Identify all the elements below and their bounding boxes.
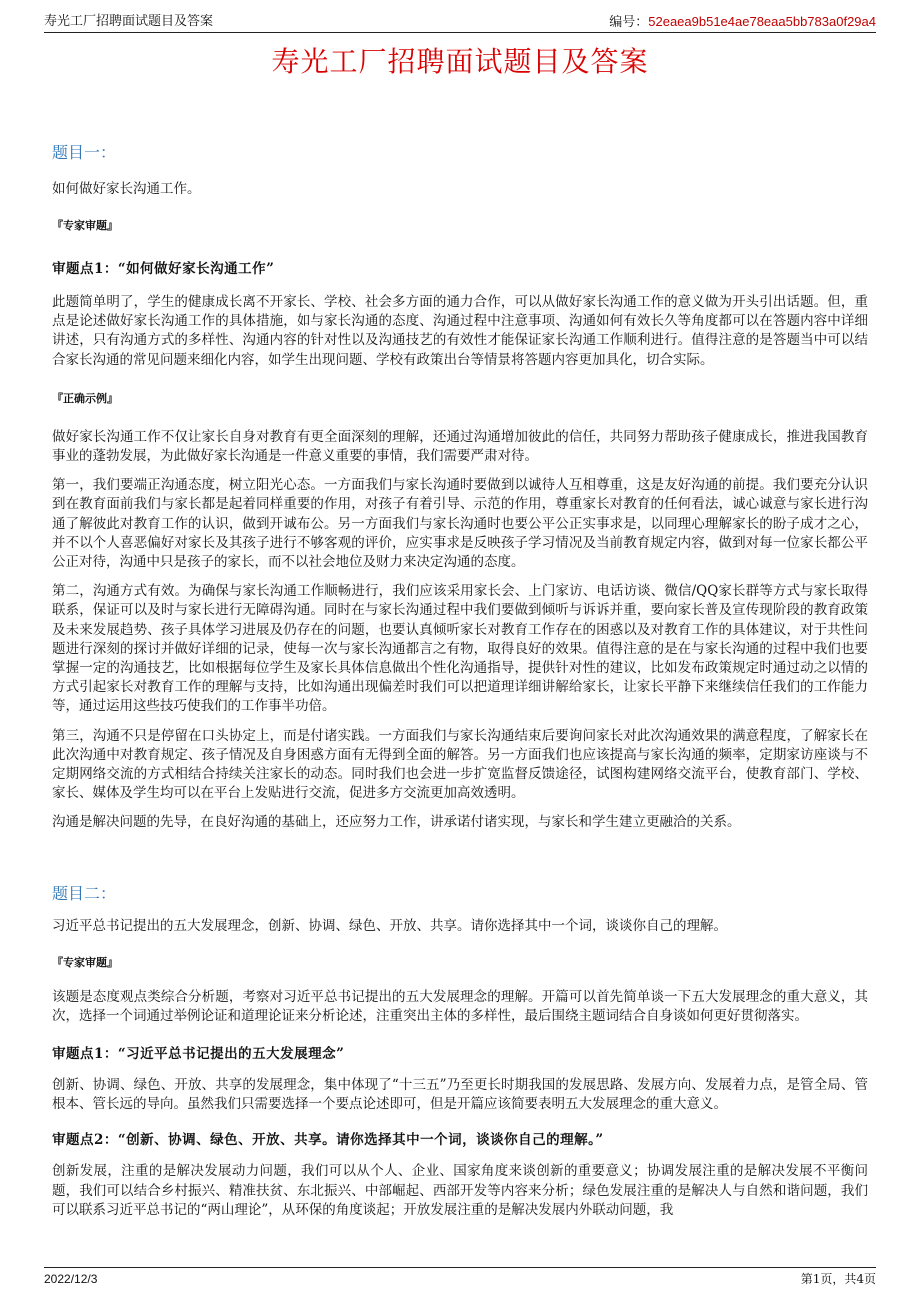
q1-answer-paragraph-1: 做好家长沟通工作不仅让家长自身对教育有更全面深刻的理解，还通过沟通增加彼此的信任，共同努力帮助孩子健康成长，推进我国教育事业的蓬勃发展，为此做好家长沟通是一件意义重要的事情，我们需要严肃对待。 [52,428,868,465]
q1-expert-review-tag: 『专家审题』 [52,219,118,232]
q1-answer-paragraph-2: 第一，我们要端正沟通态度，树立阳光心态。一方面我们与家长沟通时要做到以诚待人互相尊重，这是友好沟通的前提。我们要充分认识到在教育面前我们与家长都是起着同样重要的作用，对孩子有着引导、示范的作用，尊重家长对教育的任何看法，诚心诚意与家长进行沟通了解彼此对教育工作的认识，做到开诚布公。另一方面我们与家长沟通时也要公平公正实事求是，以同理心理解家长的盼子成才之心，并不以个人喜恶偏好对家长及其孩子进行不够客观的评价，应实事求是反映孩子学习情况及当前教育规定内容，做到对每一位家长都公平公正对待，沟通中只是孩子的家长，而不以社会地位及财力来决定沟通的态度。 [52,477,868,571]
header-doc-code [609,12,876,33]
q2-review-point-1: 审题点1：“习近平总书记提出的五大发展理念” [52,1046,345,1063]
header-doc-title: 寿光工厂招聘面试题目及答案 [44,14,214,29]
q2-expert-review-tag: 『专家审题』 [52,955,118,969]
question-2-text: 习近平总书记提出的五大发展理念，创新、协调、绿色、开放、共享。请你选择其中一个词，谈谈你自己的理解。 [52,917,727,934]
page-footer [44,1267,876,1286]
question-1-heading: 题目一： [52,143,117,162]
q2-analysis-paragraph: 该题是态度观点类综合分析题，考察对习近平总书记提出的五大发展理念的理解。开篇可以首先简单谈一下五大发展理念的重大意义，其次，选择一个词通过举例论证和道理论证来分析论述，注重突出主体的多样性，最后围绕主题词结合自身谈如何更好贯彻落实。 [52,988,868,1024]
q1-correct-example-tag: 『正确示例』 [52,391,118,405]
page-title: 寿光工厂招聘面试题目及答案 [271,45,649,78]
q1-answer-paragraph-5: 沟通是解决问题的先导，在良好沟通的基础上，还应努力工作，讲承诺付诸实现，与家长和学生建立更融洽的关系。 [52,814,741,831]
question-2-heading: 题目二： [52,883,117,903]
q2-review-point-2-text: 创新发展，注重的是解决发展动力问题，我们可以从个人、企业、国家角度来谈创新的重要意义；协调发展注重的是解决发展不平衡问题，我们可以结合乡村振兴、精准扶贫、东北振兴、中部崛起、西部开发等内容来分析；绿色发展注重的是解决人与自然和谐问题，我们可以联系习近平总书记的“两山理论”，从环保的角度谈起；开放发展注重的是解决发展内外联动问题，我 [52,1163,868,1218]
main-content [52,140,868,1220]
header-code-value: 52eaea9b51e4ae78eaa5bb783a0f29a4 [648,14,876,29]
page-header [44,12,876,33]
q1-analysis-paragraph: 此题简单明了，学生的健康成长离不开家长、学校、社会多方面的通力合作，可以从做好家长沟通工作的意义做为开头引出话题。但，重点是论述做好家长沟通工作的具体措施，如与家长沟通的态度、沟通过程中注意事项、沟通如何有效长久等角度都可以在答题内容中详细讲述，只有沟通方式的多样性、沟通内容的针对性以及沟通技艺的有效性才能保证家长沟通工作顺利进行。值得注意的是答题当中可以结合家长沟通的常见问题来细化内容，如学生出现问题、学校有政策出台等情景将答题内容更加具化，切合实际。 [52,294,868,368]
q2-review-point-2: 审题点2：“创新、协调、绿色、开放、共享。请你选择其中一个词，谈谈你自己的理解。” [52,1132,604,1149]
q1-answer-paragraph-4: 第三，沟通不只是停留在口头协定上，而是付诸实践。一方面我们与家长沟通结束后要询问家长对此次沟通效果的满意程度，了解家长在此次沟通中对教育规定、孩子情况及自身困惑方面有无得到全面的解答。另一方面我们也应该提高与家长沟通的频率，定期家访座谈与不定期网络交流的方式相结合持续关注家长的动态。同时我们也会进一步扩宽监督反馈途径，试图构建网络交流平台，使教育部门、学校、家长、媒体及学生均可以在平台上发贴进行交流，促进多方交流更加高效透明。 [52,727,868,802]
q1-answer-paragraph-3: 第二，沟通方式有效。为确保与家长沟通工作顺畅进行，我们应该采用家长会、上门家访、电话访谈、微信/QQ家长群等方式与家长取得联系，保证可以及时与家长进行无障碍沟通。同时在与家长沟通过程中我们要做到倾听与诉诉并重，要向家长普及宣传现阶段的教育政策及未来发展趋势、孩子具体学习进展及仍存在的问题，也要认真倾听家长对教育工作存在的困惑以及对教育工作的具体建议，对于共性问题进行深刻的探讨并做好详细的记录，使每一次与家长沟通都言之有物，取得良好的效果。值得注意的是在与家长沟通的过程中我们也要掌握一定的沟通技艺，比如根据每位学生及家长具体信息做出个性化沟通指导，提供针对性的建议，比如发布政策规定时通过动之以情的方式引起家长对教育工作的理解与支持，比如沟通出现偏差时我们可以把道理详细讲解给家长，让家长平静下来继续信任我们的工作能力等，通过运用这些技巧使我们的工作事半功倍。 [52,583,868,715]
q2-review-point-1-text: 创新、协调、绿色、开放、共享的发展理念，集中体现了“十三五”乃至更长时期我国的发展思路、发展方向、发展着力点，是管全局、管根本、管长远的导向。虽然我们只需要选择一个要点论述即可，但是开篇应该简要表明五大发展理念的重大意义。 [52,1077,868,1113]
header-code-label: 编号： [609,15,649,30]
footer-date: 2022/12/3 [44,1272,98,1286]
q1-review-point-1: 审题点1：“如何做好家长沟通工作” [52,261,275,277]
question-1-text: 如何做好家长沟通工作。 [52,181,201,197]
footer-page-number: 第1页，共4页 [800,1272,876,1286]
